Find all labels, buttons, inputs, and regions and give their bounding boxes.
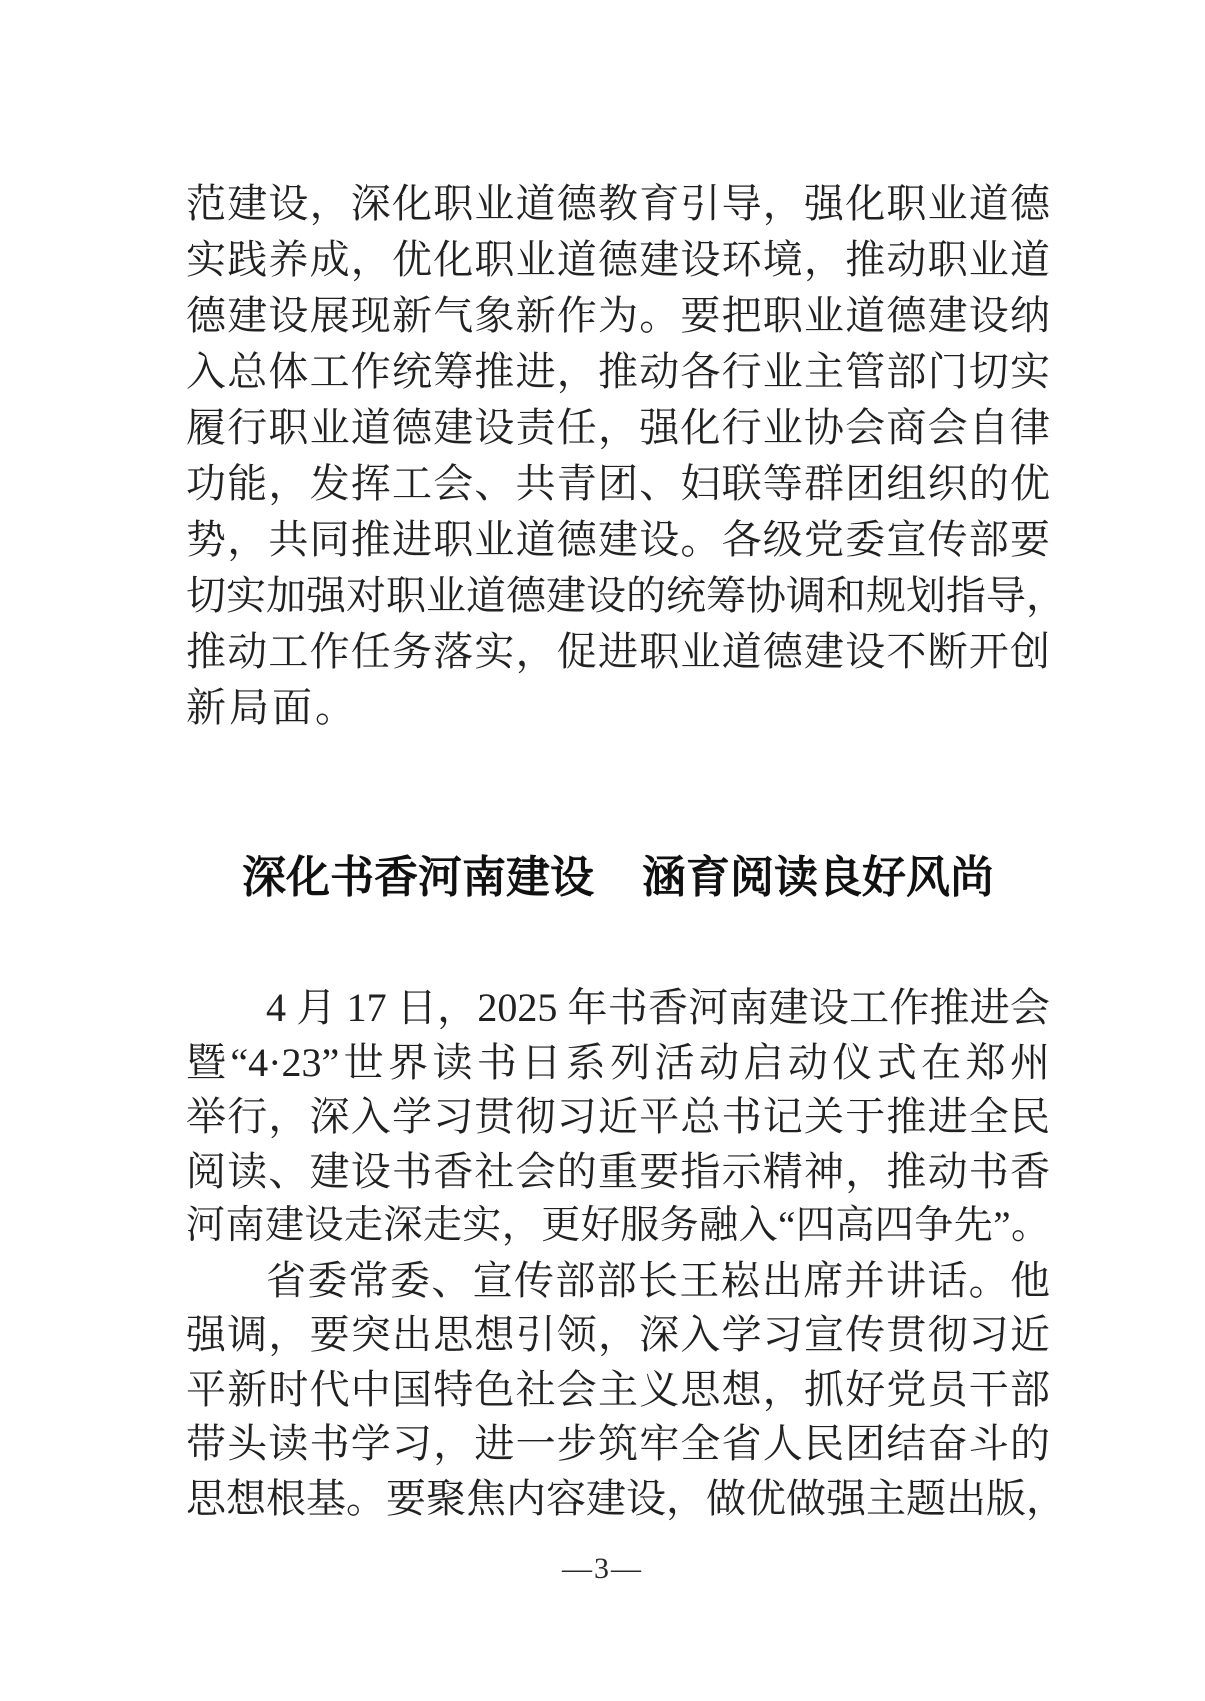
continued-paragraph [186,176,1066,736]
body-line: 平新时代中国特色社会主义思想，抓好党员干部 [186,1366,1050,1412]
body-line: 履行职业道德建设责任，强化行业协会商会自律 [186,405,1050,450]
body-line: 切实加强对职业道德建设的统筹协调和规划指导， [186,573,1066,618]
body-line: 思想根基。要聚焦内容建设，做优做强主题出版， [186,1475,1066,1521]
body-line: 功能，发挥工会、共青团、妇联等群团组织的优 [186,461,1050,506]
body-line: 举行，深入学习贯彻习近平总书记关于推进全民 [186,1094,1050,1139]
body-line: 4 月 17 日，2025 年书香河南建设工作推进会 [266,985,1050,1030]
body-line: 德建设展现新气象新作为。要把职业道德建设纳 [186,293,1050,338]
body-line: 入总体工作统筹推进，推动各行业主管部门切实 [186,349,1050,394]
body-line: 带头读书学习，进一步筑牢全省人民团结奋斗的 [186,1421,1050,1466]
page-number: —3— [562,1552,643,1585]
article-heading-part1: 深化书香河南建设 [242,853,594,902]
article-heading [186,850,1050,906]
body-line: 推动工作任务落实，促进职业道德建设不断开创 [186,629,1050,674]
body-line: 新局面。 [186,685,358,730]
body-line: 强调，要突出思想引领，深入学习宣传贯彻习近 [186,1312,1050,1357]
article-body [186,981,1066,1526]
body-line: 范建设，深化职业道德教育引导，强化职业道德 [186,181,1050,226]
body-line: 势，共同推进职业道德建设。各级党委宣传部要 [186,517,1050,562]
body-line: 暨“4·23”世界读书日系列活动启动仪式在郑州 [186,1039,1050,1085]
body-line: 阅读、建设书香社会的重要指示精神，推动书香 [186,1148,1050,1194]
article-heading-part2: 涵育阅读良好风尚 [642,853,994,902]
body-line: 实践养成，优化职业道德建设环境，推动职业道 [186,237,1050,282]
body-line: 省委常委、宣传部部长王崧出席并讲话。他 [266,1257,1050,1303]
body-line: 河南建设走深走实，更好服务融入“四高四争先”。 [186,1204,1050,1247]
